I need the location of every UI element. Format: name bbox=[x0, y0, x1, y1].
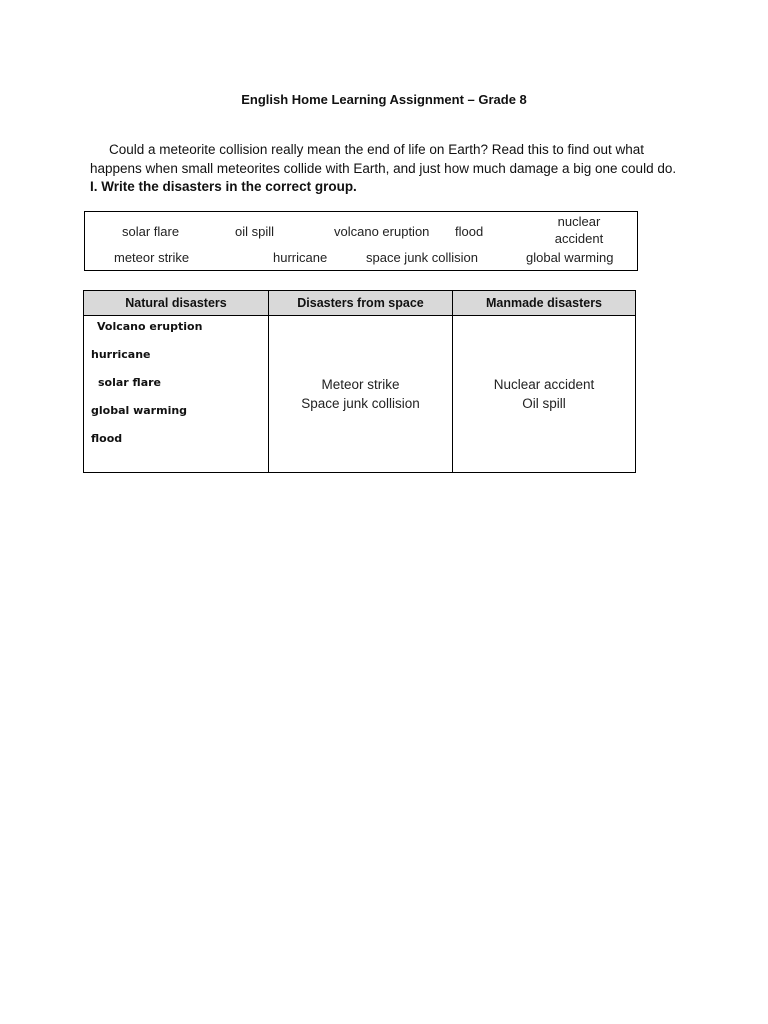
header-manmade: Manmade disasters bbox=[453, 291, 636, 316]
natural-disasters-cell[interactable] bbox=[84, 316, 269, 473]
natural-item: flood bbox=[91, 432, 123, 445]
space-item: Meteor strike bbox=[321, 377, 400, 392]
natural-item: hurricane bbox=[91, 348, 151, 361]
page-title: English Home Learning Assignment – Grade 8 bbox=[241, 92, 527, 107]
natural-item: solar flare bbox=[98, 376, 162, 389]
manmade-item: Oil spill bbox=[522, 396, 566, 411]
word-bank-item: nuclear accident bbox=[554, 214, 604, 246]
intro-paragraph bbox=[90, 141, 680, 197]
manmade-item: Nuclear accident bbox=[493, 377, 595, 392]
header-space: Disasters from space bbox=[269, 291, 453, 316]
space-item: Space junk collision bbox=[301, 396, 420, 411]
word-bank-item: solar flare bbox=[122, 224, 180, 239]
word-bank-box bbox=[84, 211, 638, 271]
disaster-groups-table bbox=[83, 290, 636, 473]
word-bank-item: oil spill bbox=[235, 224, 275, 239]
manmade-disasters-cell[interactable] bbox=[453, 316, 636, 473]
word-bank-item: space junk collision bbox=[366, 250, 479, 265]
word-bank-item: volcano eruption bbox=[334, 224, 430, 239]
word-bank-item: meteor strike bbox=[114, 250, 190, 265]
word-bank-item: global warming bbox=[526, 250, 614, 265]
natural-item: Volcano eruption bbox=[97, 320, 203, 333]
table-row bbox=[84, 316, 636, 473]
word-bank-item: hurricane bbox=[273, 250, 328, 265]
word-bank-item: flood bbox=[455, 224, 484, 239]
intro-text: Could a meteorite collision really mean the end of life on Earth? Read this to find out what happens when small meteorites collide with Earth, and just how much damage a big one could do. bbox=[90, 142, 677, 176]
table-header-row bbox=[84, 291, 636, 316]
header-natural: Natural disasters bbox=[84, 291, 269, 316]
space-disasters-cell[interactable] bbox=[269, 316, 453, 473]
natural-item: global warming bbox=[91, 404, 188, 417]
instruction-text: I. Write the disasters in the correct group. bbox=[90, 179, 357, 194]
